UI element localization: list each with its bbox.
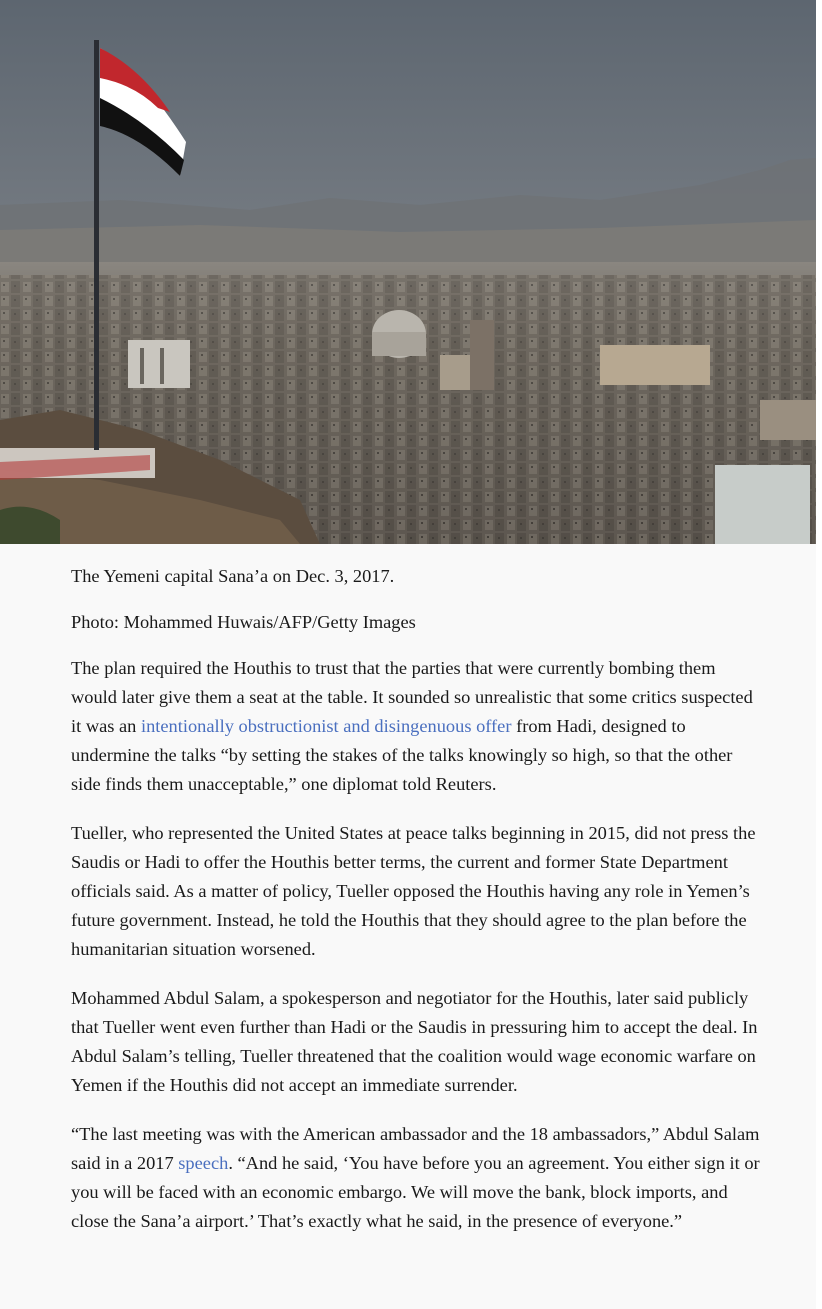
photo-caption: The Yemeni capital Sana’a on Dec. 3, 2017. <box>71 566 395 586</box>
paragraph-1-text-a: The plan required the Houthis to trust that the parties that were currently bombing them would later give them a seat at the table. It sounded so unrealistic that some critics suspected it was an <box>71 658 753 736</box>
article-body <box>71 562 761 1256</box>
photo-credit: Photo: Mohammed Huwais/AFP/Getty Images <box>71 612 416 632</box>
paragraph-4-text-b: . “And he said, ‘You have before you an agreement. You either sign it or you will be faced with an economic embargo. We will move the bank, block imports, and close the Sana’a airport.’ That’s exactly what he said, in the presence of everyone.” <box>71 1153 760 1231</box>
speech-link[interactable]: speech <box>178 1153 229 1173</box>
obstructionist-offer-link[interactable]: intentionally obstructionist and disingenuous offer <box>140 716 512 736</box>
paragraph-4-text-a: “The last meeting was with the American ambassador and the 18 ambassadors,” Abdul Salam said in a 2017 <box>71 1124 760 1173</box>
lead-photo <box>0 0 816 544</box>
paragraph-1 <box>71 654 761 799</box>
paragraph-3: Mohammed Abdul Salam, a spokesperson and negotiator for the Houthis, later said publicly that Tueller went even further than Hadi or the Saudis in pressuring him to accept the deal. In Abdul Salam’s telling, Tueller threatened that the coalition would wage economic warfare on Yemen if the Houthis did not accept an immediate surrender. <box>71 988 758 1095</box>
paragraph-2: Tueller, who represented the United States at peace talks beginning in 2015, did not press the Saudis or Hadi to offer the Houthis better terms, the current and former State Department officials said. As a matter of policy, Tueller opposed the Houthis having any role in Yemen’s future government. Instead, he told the Houthis that they should agree to the plan before the humanitarian situation worsened. <box>71 823 756 959</box>
paragraph-4 <box>71 1120 761 1236</box>
paragraph-1-text-b: from Hadi, designed to undermine the talks “by setting the stakes of the talks knowingly so high, so that the other side finds them unacceptable,” one diplomat told Reuters. <box>71 716 733 794</box>
